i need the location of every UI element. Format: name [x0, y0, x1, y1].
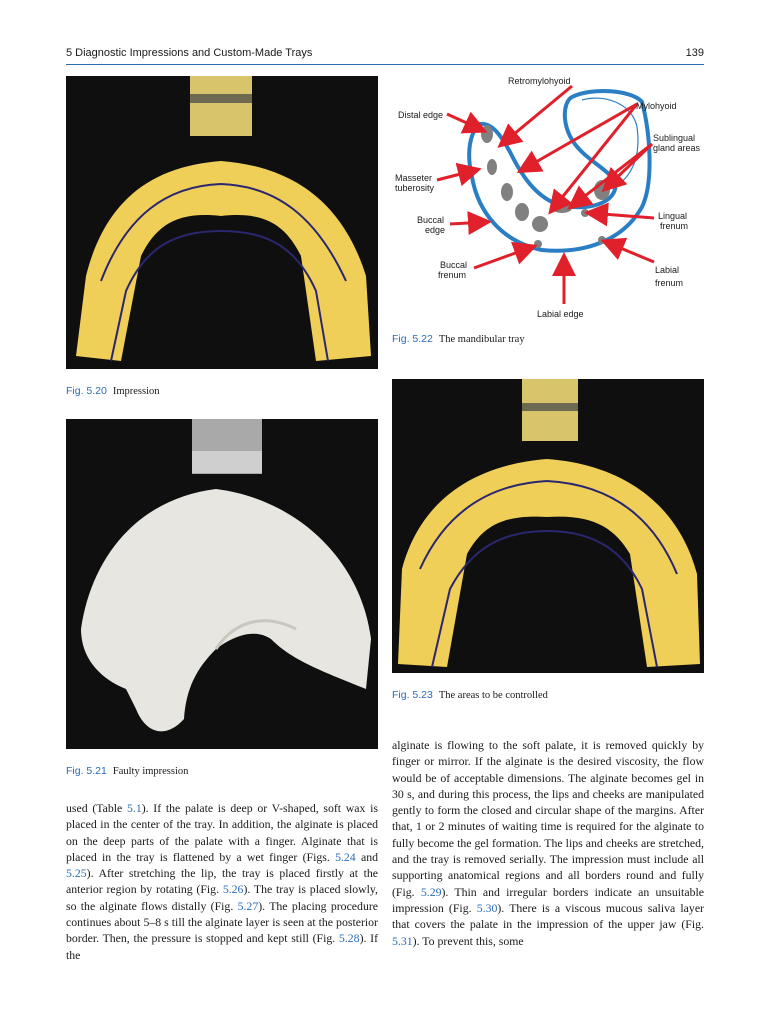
paragraph	[392, 737, 704, 949]
label-retromylohyoid: Retromylohyoid	[508, 76, 571, 86]
figure-5-20-photo	[66, 76, 378, 369]
cross-reference-link[interactable]: 5.28	[338, 931, 360, 946]
text-run: ). There is a viscous mucous saliva layer that covers the palate in the impression of the upper jaw (Fig.	[392, 900, 704, 932]
page-number: 139	[685, 47, 704, 59]
label-lingual-1: Lingual	[658, 211, 688, 221]
figure-5-21-caption	[66, 764, 378, 779]
label-lingual-2: frenum	[660, 221, 689, 231]
text-run: and	[355, 849, 379, 864]
figure-5-22-diagram	[392, 72, 704, 324]
figure-5-22-caption	[392, 332, 704, 347]
paragraph	[66, 800, 378, 963]
label-labial-frenum-1: Labial	[655, 265, 680, 275]
figure-5-21-photo	[66, 419, 378, 749]
figure-label: Fig. 5.22	[392, 333, 433, 345]
chapter-title: 5 Diagnostic Impressions and Custom-Made Trays	[66, 47, 313, 59]
text-run: alginate is flowing to the soft palate, it is removed quickly by finger or mirror. If the alginate is the desired viscosity, the flow would be of acceptable dimensions. The alginate becomes gel in 30 s, and during this process, the lips and cheeks are manipulated gently to form the closed and circular shape of the margins. After that, 1 or 2 minutes of waiting time is required for the alginate to fully become the gel formation. The lips and cheeks are stretched, and the tray is removed serially. The impression must include all supporting anatomical regions and all borders round and fully (Fig.	[392, 738, 704, 899]
cross-reference-link[interactable]: 5.25	[66, 866, 87, 881]
label-distal-edge: Distal edge	[398, 110, 444, 120]
label-sublingual-1: Sublingual	[653, 133, 696, 143]
caption-text: Faulty impression	[112, 766, 189, 777]
text-run: ). Thin and irregular borders indicate an unsuitable impression (Fig.	[392, 884, 704, 915]
figure-label: Fig. 5.21	[66, 765, 107, 777]
cross-reference-link[interactable]: 5.26	[222, 882, 244, 897]
text-run: ). The placing procedure continues about 5–8 s till the alginate layer is seen at the posterior border. Then, the pressure is stopped and kept still (Fig.	[66, 898, 379, 946]
text-run: ). The tray is placed slowly, so the alginate flows distally (Fig.	[66, 882, 378, 913]
figure-5-23-photo	[392, 379, 704, 673]
figure-label: Fig. 5.20	[66, 385, 107, 397]
label-labial-frenum-2: frenum	[655, 278, 684, 288]
cross-reference-link[interactable]: 5.24	[335, 849, 356, 864]
cross-reference-link[interactable]: 5.29	[420, 884, 442, 899]
caption-text: The areas to be controlled	[438, 690, 548, 701]
label-mylohyoid: Mylohyoid	[636, 101, 677, 111]
text-run: ). To prevent this, some	[412, 933, 524, 948]
text-run: ). If the	[66, 931, 379, 962]
text-run: ). If the palate is deep or V-shaped, soft wax is placed in the center of the tray. In addition, the alginate is placed on the deep parts of the palate with a finger. Alginate that is placed in the tray is flattened by a wet finger (Figs.	[66, 801, 378, 864]
cross-reference-link[interactable]: 5.27	[237, 898, 259, 913]
figure-5-20-caption	[66, 384, 378, 399]
figure-label: Fig. 5.23	[392, 689, 433, 701]
label-sublingual-2: gland areas	[653, 143, 701, 153]
label-buccal-edge-1: Buccal	[417, 215, 445, 225]
label-labial-edge: Labial edge	[537, 309, 584, 319]
cross-reference-link[interactable]: 5.30	[476, 900, 498, 915]
label-buccal-edge-2: edge	[425, 225, 446, 235]
body-text-right-column	[392, 737, 704, 949]
text-run: ). After stretching the lip, the tray is placed firstly at the anterior region by rotating (Fig.	[66, 866, 378, 897]
label-buccal-frenum-2: frenum	[438, 270, 467, 280]
label-masseter-1: Masseter	[395, 173, 433, 183]
figure-5-23-caption	[392, 688, 704, 703]
cross-reference-link[interactable]: 5.1	[126, 801, 142, 815]
caption-text: Impression	[112, 386, 160, 397]
label-masseter-2: tuberosity	[395, 183, 435, 193]
label-buccal-frenum-1: Buccal	[440, 260, 468, 270]
running-header	[66, 42, 704, 65]
caption-text: The mandibular tray	[438, 334, 525, 345]
cross-reference-link[interactable]: 5.31	[392, 933, 413, 948]
text-run: used (Table	[66, 801, 127, 815]
body-text-left-column	[66, 800, 378, 963]
